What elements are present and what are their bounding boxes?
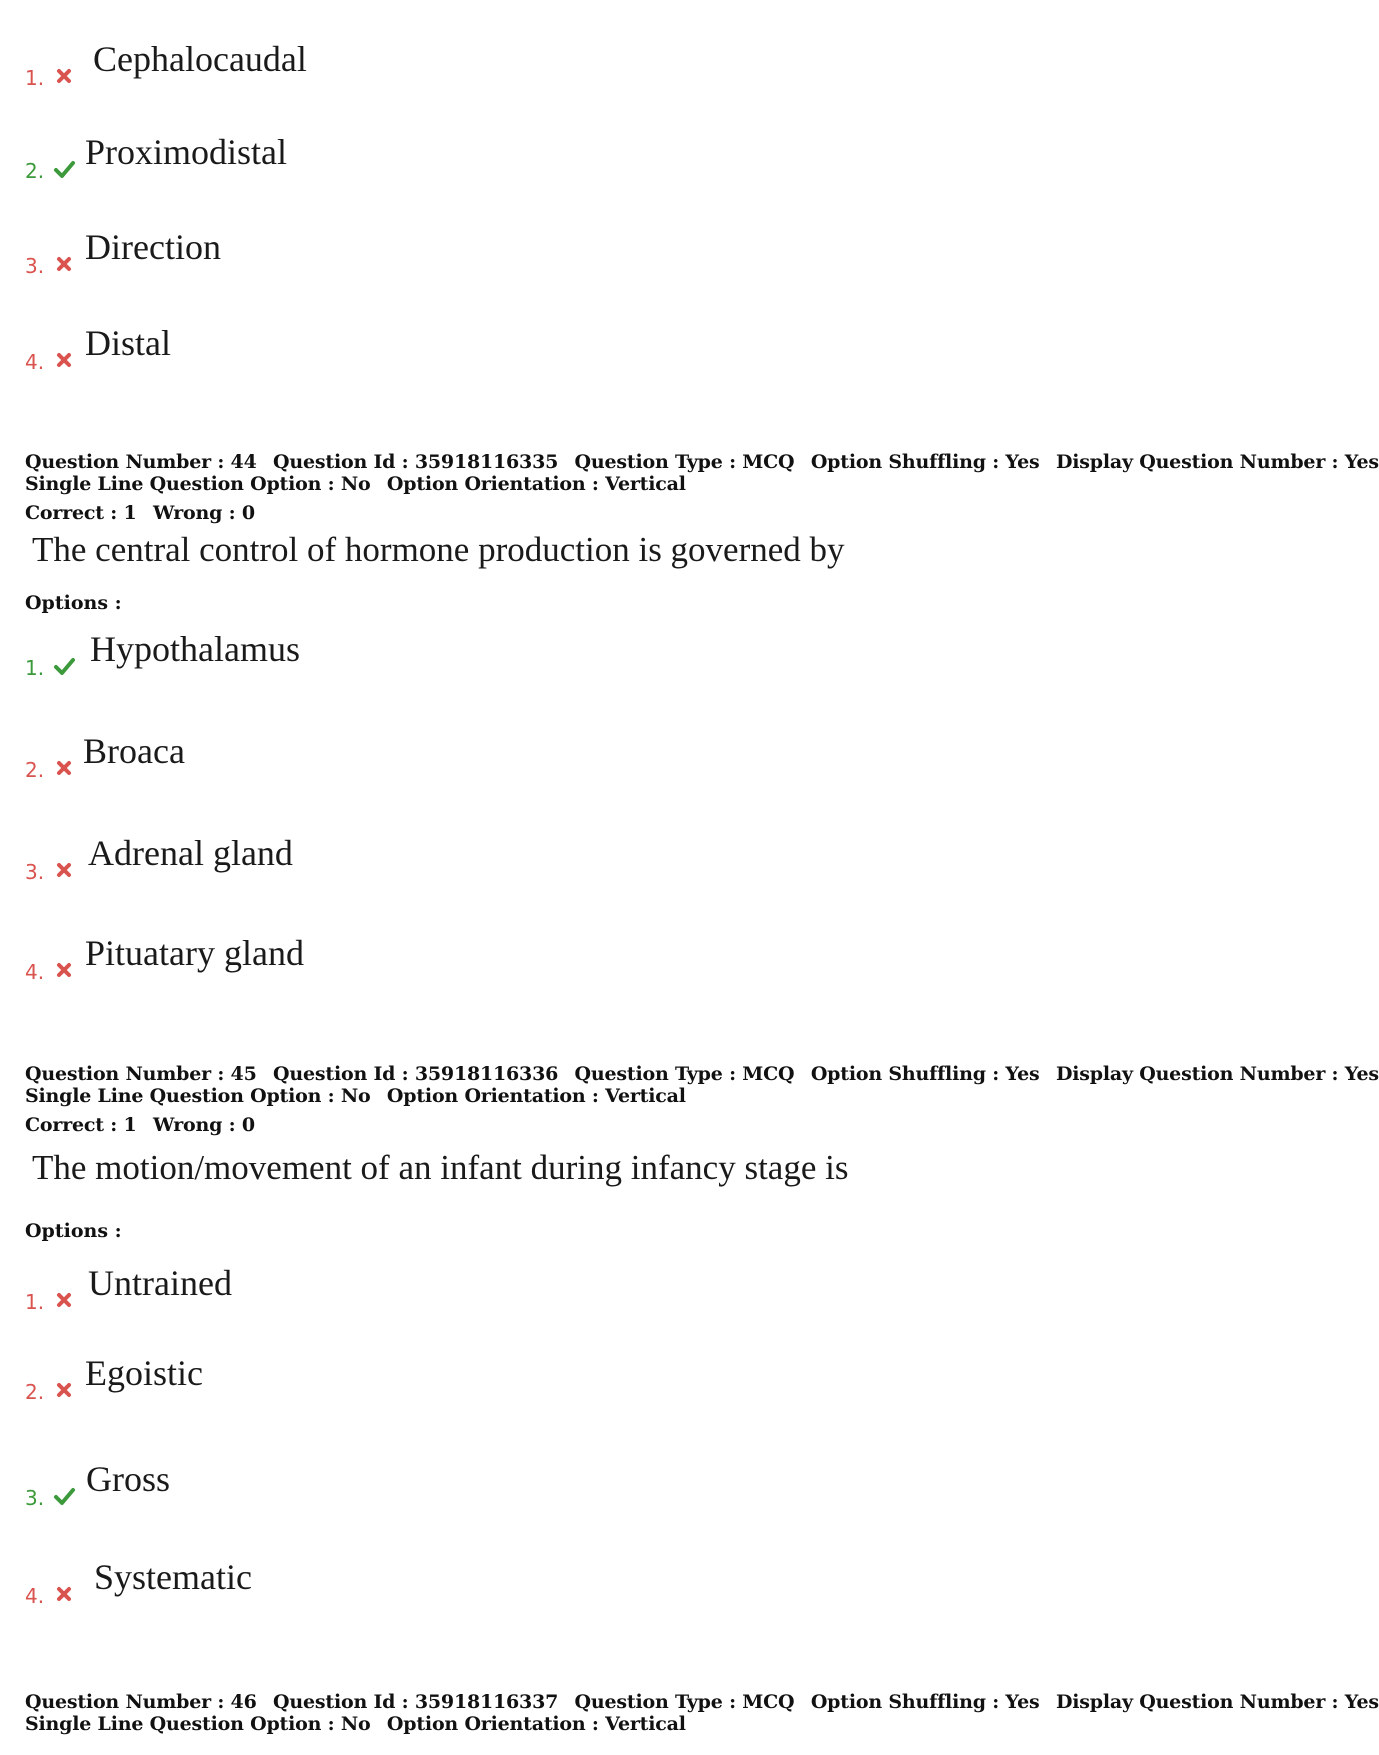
option-number: 1.: [25, 656, 45, 680]
option-row: [0, 131, 700, 191]
option-number: 2.: [25, 159, 45, 183]
marks: [25, 502, 255, 524]
option-number: 1.: [25, 66, 45, 90]
wrong-marks: Wrong : 0: [152, 502, 255, 524]
correct-marks: Correct : 1: [25, 502, 137, 524]
cross-icon: [54, 350, 74, 370]
option-row: [0, 322, 700, 382]
option-number: 4.: [25, 960, 45, 984]
option-row: [0, 226, 700, 286]
option-text: Broaca: [83, 731, 185, 771]
single-line-option: Single Line Question Option : No: [25, 473, 371, 495]
cross-icon: [54, 1584, 74, 1604]
check-icon: [54, 159, 74, 179]
options-label: Options :: [25, 592, 122, 614]
option-shuffling: Option Shuffling : Yes: [810, 1691, 1040, 1713]
question-number: Question Number : 45: [25, 1063, 257, 1085]
cross-icon: [54, 860, 74, 880]
question-id: Question Id : 35918116336: [273, 1063, 559, 1085]
question-number: Question Number : 46: [25, 1691, 257, 1713]
options-label: Options :: [25, 1220, 122, 1242]
option-row: [0, 832, 700, 892]
cross-icon: [54, 1380, 74, 1400]
option-row: [0, 730, 700, 790]
option-text: Gross: [86, 1459, 171, 1499]
option-text: Adrenal gland: [88, 833, 293, 873]
option-row: [0, 1352, 700, 1412]
single-line-option: Single Line Question Option : No: [25, 1085, 371, 1107]
cross-icon: [54, 66, 74, 86]
question-id: Question Id : 35918116335: [273, 451, 559, 473]
question-type: Question Type : MCQ: [574, 1691, 795, 1713]
question-meta-line2: [25, 473, 686, 495]
check-icon: [54, 656, 74, 676]
option-text: Egoistic: [85, 1353, 203, 1393]
display-question-number: Display Question Number : Yes: [1055, 1691, 1379, 1713]
question-number: Question Number : 44: [25, 451, 257, 473]
option-text: Hypothalamus: [90, 629, 300, 669]
option-orientation: Option Orientation : Vertical: [386, 1085, 686, 1107]
option-number: 3.: [25, 860, 45, 884]
display-question-number: Display Question Number : Yes: [1055, 451, 1379, 473]
cross-icon: [54, 960, 74, 980]
option-text: Proximodistal: [85, 132, 288, 172]
question-meta: [25, 1691, 1379, 1713]
check-icon: [54, 1486, 74, 1506]
cross-icon: [54, 1290, 74, 1310]
marks: [25, 1114, 255, 1136]
option-row: [0, 628, 700, 688]
option-number: 4.: [25, 350, 45, 374]
option-text: Direction: [85, 227, 221, 267]
option-orientation: Option Orientation : Vertical: [386, 473, 686, 495]
option-number: 1.: [25, 1290, 45, 1314]
option-number: 4.: [25, 1584, 45, 1608]
option-shuffling: Option Shuffling : Yes: [810, 1063, 1040, 1085]
option-text: Systematic: [94, 1557, 252, 1597]
question-meta: [25, 451, 1379, 473]
option-shuffling: Option Shuffling : Yes: [810, 451, 1040, 473]
option-text: Cephalocaudal: [93, 39, 307, 79]
question-meta-line2: [25, 1713, 686, 1735]
option-text: Distal: [85, 323, 171, 363]
option-number: 2.: [25, 758, 45, 782]
question-meta: [25, 1063, 1379, 1085]
option-row: [0, 1556, 700, 1616]
display-question-number: Display Question Number : Yes: [1055, 1063, 1379, 1085]
question-id: Question Id : 35918116337: [273, 1691, 559, 1713]
question-meta-line2: [25, 1085, 686, 1107]
question-type: Question Type : MCQ: [574, 1063, 795, 1085]
option-text: Untrained: [88, 1263, 232, 1303]
option-number: 3.: [25, 254, 45, 278]
question-text: The central control of hormone production is governed by: [32, 530, 845, 569]
option-number: 2.: [25, 1380, 45, 1404]
cross-icon: [54, 254, 74, 274]
option-number: 3.: [25, 1486, 45, 1510]
wrong-marks: Wrong : 0: [152, 1114, 255, 1136]
option-orientation: Option Orientation : Vertical: [386, 1713, 686, 1735]
option-row: [0, 1458, 700, 1518]
option-row: [0, 932, 700, 992]
question-type: Question Type : MCQ: [574, 451, 795, 473]
option-text: Pituatary gland: [85, 933, 304, 973]
option-row: [0, 38, 700, 98]
single-line-option: Single Line Question Option : No: [25, 1713, 371, 1735]
cross-icon: [54, 758, 74, 778]
option-row: [0, 1262, 700, 1322]
correct-marks: Correct : 1: [25, 1114, 137, 1136]
question-text: The motion/movement of an infant during infancy stage is: [32, 1148, 849, 1187]
